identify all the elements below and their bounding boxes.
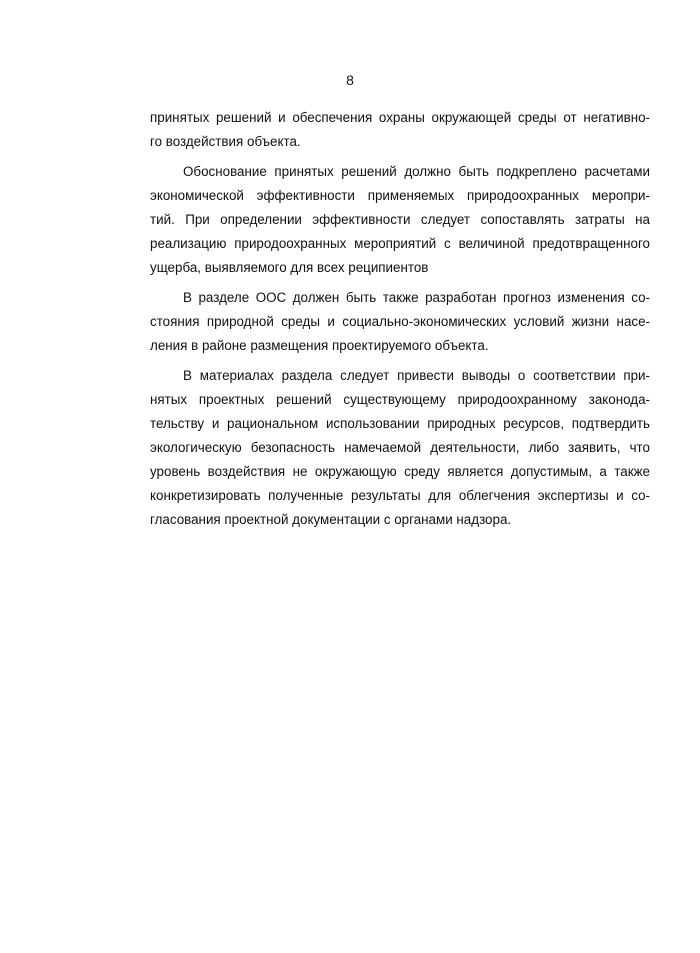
paragraph-2 xyxy=(150,160,650,280)
text-line: стояния природной среды и социально-экономических условий жизни насе- xyxy=(150,314,650,329)
text-line: тельству и рациональном использовании природных ресурсов, подтвердить xyxy=(150,416,650,431)
text-line: го воздействия объекта. xyxy=(150,134,301,149)
text-line: гласования проектной документации с органами надзора. xyxy=(150,512,512,527)
text-line: тий. При определении эффективности следует сопоставлять затраты на xyxy=(150,212,650,227)
text-line: принятых решений и обеспечения охраны окружающей среды от негативно- xyxy=(150,110,650,125)
text-line: экологическую безопасность намечаемой деятельности, либо заявить, что xyxy=(150,440,650,455)
text-line: нятых проектных решений существующему природоохранному законода- xyxy=(150,392,650,407)
text-line: Обоснование принятых решений должно быть подкреплено расчетами xyxy=(183,164,650,179)
text-line: В материалах раздела следует привести выводы о соответствии при- xyxy=(183,368,650,383)
text-line: конкретизировать полученные результаты для облегчения экспертизы и со- xyxy=(150,488,650,503)
text-line: экономической эффективности применяемых природоохранных меропри- xyxy=(150,188,650,203)
text-line: В разделе ООС должен быть также разработан прогноз изменения со- xyxy=(183,290,650,305)
document-body xyxy=(150,106,650,532)
text-line: реализацию природоохранных мероприятий с величиной предотвращенного xyxy=(150,236,650,251)
text-line: уровень воздействия не окружающую среду является допустимым, а также xyxy=(150,464,650,479)
text-line: ления в районе размещения проектируемого объекта. xyxy=(150,338,489,353)
paragraph-3 xyxy=(150,286,650,358)
paragraph-4 xyxy=(150,364,650,532)
paragraph-1 xyxy=(150,106,650,154)
page-number: 8 xyxy=(346,72,354,88)
text-line: ущерба, выявляемого для всех реципиентов xyxy=(150,260,429,275)
